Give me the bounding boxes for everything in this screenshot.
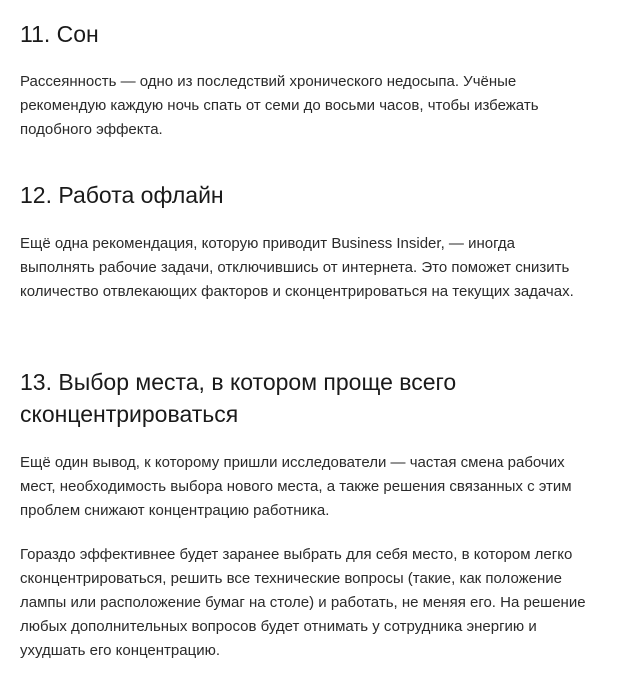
section-paragraph: Рассеянность — одно из последствий хронического недосыпа. Учёные рекомендую каждую ночь спать от семи до восьми часов, чтобы избежать подобного эффекта. <box>20 73 539 138</box>
section-heading-choose-place: 13. Выбор места, в котором проще всего сконцентрироваться <box>20 369 457 427</box>
section-paragraph: Ещё один вывод, к которому пришли исследователи — частая смена рабочих мест, необходимость выбора нового места, а также решения связанных с этим проблем снижают концентрацию работника. <box>20 454 572 519</box>
section-paragraph: Ещё одна рекомендация, которую приводит Business Insider, — иногда выполнять рабочие задачи, отключившись от интернета. Это поможет снизить количество отвлекающих факторов и сконцентрироваться на текущих задачах. <box>20 235 574 300</box>
section-paragraph: Гораздо эффективнее будет заранее выбрать для себя место, в котором легко сконцентрироваться, решить все технические вопросы (такие, как положение лампы или расположение бумаг на столе) и работать, не меняя его. На решение любых дополнительных вопросов будет отнимать у сотрудника энергию и ухудшать его концентрацию. <box>20 546 586 659</box>
section-heading-sleep: 11. Сон <box>20 21 99 47</box>
section-heading-offline-work: 12. Работа офлайн <box>20 182 224 208</box>
